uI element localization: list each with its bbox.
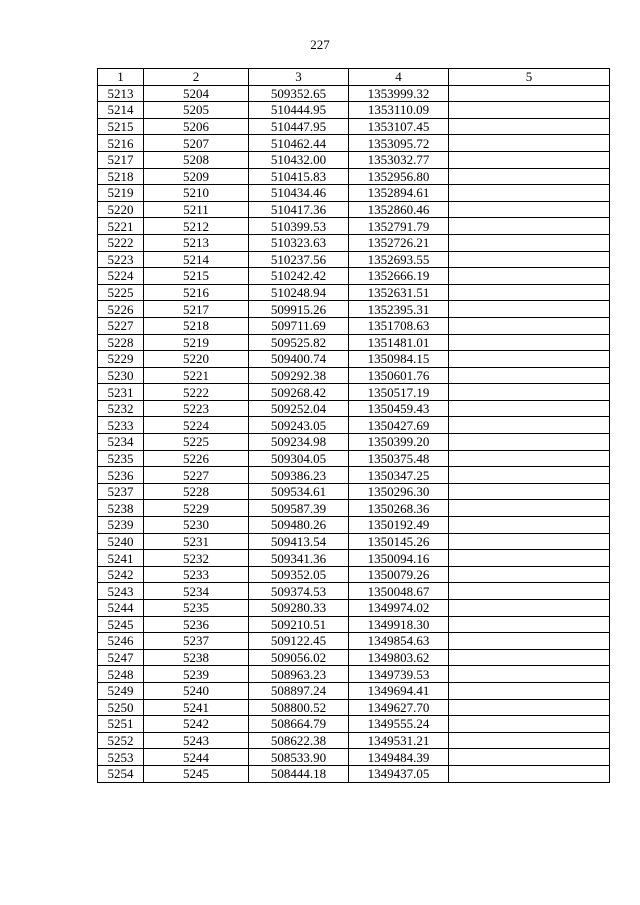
table-cell-col-3: 510323.63 bbox=[249, 234, 349, 251]
table-row bbox=[98, 517, 610, 534]
column-header-3: 3 bbox=[249, 69, 349, 86]
table-cell-col-1: 5229 bbox=[98, 351, 144, 368]
table-row bbox=[98, 566, 610, 583]
table-cell-col-3: 510447.95 bbox=[249, 118, 349, 135]
table-cell-col-4: 1352666.19 bbox=[349, 268, 449, 285]
table-row bbox=[98, 351, 610, 368]
table-row bbox=[98, 633, 610, 650]
table-cell-col-2: 5226 bbox=[144, 450, 249, 467]
table-cell-col-4: 1352860.46 bbox=[349, 201, 449, 218]
table-cell-col-3: 509400.74 bbox=[249, 351, 349, 368]
table-cell-col-2: 5225 bbox=[144, 434, 249, 451]
table-cell-col-5 bbox=[449, 533, 610, 550]
table-cell-col-3: 509587.39 bbox=[249, 500, 349, 517]
table-cell-col-3: 508622.38 bbox=[249, 732, 349, 749]
table-cell-col-1: 5253 bbox=[98, 749, 144, 766]
table-cell-col-2: 5232 bbox=[144, 550, 249, 567]
table-cell-col-2: 5221 bbox=[144, 367, 249, 384]
table-cell-col-4: 1353095.72 bbox=[349, 135, 449, 152]
table-cell-col-3: 510432.00 bbox=[249, 151, 349, 168]
table-cell-col-5 bbox=[449, 301, 610, 318]
table-cell-col-5 bbox=[449, 450, 610, 467]
table-cell-col-4: 1350192.49 bbox=[349, 517, 449, 534]
table-cell-col-1: 5226 bbox=[98, 301, 144, 318]
table-cell-col-1: 5223 bbox=[98, 251, 144, 268]
table-row bbox=[98, 367, 610, 384]
table-row bbox=[98, 118, 610, 135]
table-cell-col-1: 5224 bbox=[98, 268, 144, 285]
table-cell-col-5 bbox=[449, 666, 610, 683]
table-cell-col-2: 5205 bbox=[144, 102, 249, 119]
table-cell-col-2: 5219 bbox=[144, 334, 249, 351]
table-cell-col-1: 5235 bbox=[98, 450, 144, 467]
table-row bbox=[98, 616, 610, 633]
table-cell-col-5 bbox=[449, 417, 610, 434]
table-cell-col-5 bbox=[449, 234, 610, 251]
table-cell-col-2: 5214 bbox=[144, 251, 249, 268]
table-cell-col-4: 1350517.19 bbox=[349, 384, 449, 401]
table-cell-col-4: 1353032.77 bbox=[349, 151, 449, 168]
table-cell-col-1: 5230 bbox=[98, 367, 144, 384]
table-cell-col-1: 5217 bbox=[98, 151, 144, 168]
table-cell-col-2: 5209 bbox=[144, 168, 249, 185]
table-cell-col-2: 5234 bbox=[144, 583, 249, 600]
table-cell-col-5 bbox=[449, 317, 610, 334]
table-cell-col-4: 1350094.16 bbox=[349, 550, 449, 567]
table-cell-col-5 bbox=[449, 467, 610, 484]
table-cell-col-4: 1352726.21 bbox=[349, 234, 449, 251]
table-cell-col-3: 510242.42 bbox=[249, 268, 349, 285]
table-cell-col-5 bbox=[449, 583, 610, 600]
table-cell-col-5 bbox=[449, 500, 610, 517]
table-row bbox=[98, 268, 610, 285]
table-cell-col-5 bbox=[449, 102, 610, 119]
table-cell-col-1: 5216 bbox=[98, 135, 144, 152]
table-row bbox=[98, 251, 610, 268]
table-cell-col-4: 1353999.32 bbox=[349, 85, 449, 102]
table-cell-col-4: 1352631.51 bbox=[349, 284, 449, 301]
table-cell-col-3: 510399.53 bbox=[249, 218, 349, 235]
table-row bbox=[98, 201, 610, 218]
table-cell-col-2: 5242 bbox=[144, 716, 249, 733]
table-cell-col-3: 509210.51 bbox=[249, 616, 349, 633]
table-cell-col-5 bbox=[449, 716, 610, 733]
table-cell-col-5 bbox=[449, 434, 610, 451]
table-row bbox=[98, 732, 610, 749]
table-cell-col-4: 1350427.69 bbox=[349, 417, 449, 434]
table-cell-col-4: 1351708.63 bbox=[349, 317, 449, 334]
table-cell-col-4: 1352791.79 bbox=[349, 218, 449, 235]
table-cell-col-4: 1349555.24 bbox=[349, 716, 449, 733]
table-cell-col-5 bbox=[449, 649, 610, 666]
table-cell-col-4: 1350601.76 bbox=[349, 367, 449, 384]
table-row bbox=[98, 135, 610, 152]
table-cell-col-3: 508444.18 bbox=[249, 765, 349, 782]
table-cell-col-5 bbox=[449, 284, 610, 301]
table-cell-col-2: 5239 bbox=[144, 666, 249, 683]
table-cell-col-3: 510462.44 bbox=[249, 135, 349, 152]
table-cell-col-5 bbox=[449, 483, 610, 500]
table-cell-col-4: 1350984.15 bbox=[349, 351, 449, 368]
table-cell-col-1: 5244 bbox=[98, 600, 144, 617]
table-cell-col-2: 5235 bbox=[144, 600, 249, 617]
table-cell-col-5 bbox=[449, 118, 610, 135]
table-cell-col-3: 510248.94 bbox=[249, 284, 349, 301]
table-cell-col-3: 509413.54 bbox=[249, 533, 349, 550]
table-cell-col-2: 5227 bbox=[144, 467, 249, 484]
table-cell-col-1: 5238 bbox=[98, 500, 144, 517]
table-cell-col-5 bbox=[449, 517, 610, 534]
table-cell-col-3: 510444.95 bbox=[249, 102, 349, 119]
table-cell-col-3: 510415.83 bbox=[249, 168, 349, 185]
table-cell-col-2: 5241 bbox=[144, 699, 249, 716]
table-cell-col-4: 1352693.55 bbox=[349, 251, 449, 268]
table-cell-col-1: 5234 bbox=[98, 434, 144, 451]
table-cell-col-3: 509304.05 bbox=[249, 450, 349, 467]
table-cell-col-4: 1350399.20 bbox=[349, 434, 449, 451]
table-cell-col-5 bbox=[449, 682, 610, 699]
table-cell-col-4: 1350079.26 bbox=[349, 566, 449, 583]
table-cell-col-4: 1353107.45 bbox=[349, 118, 449, 135]
table-cell-col-5 bbox=[449, 168, 610, 185]
table-row bbox=[98, 699, 610, 716]
table-cell-col-5 bbox=[449, 85, 610, 102]
table-cell-col-2: 5224 bbox=[144, 417, 249, 434]
table-cell-col-3: 509386.23 bbox=[249, 467, 349, 484]
table-row bbox=[98, 334, 610, 351]
table-cell-col-2: 5240 bbox=[144, 682, 249, 699]
table-cell-col-2: 5207 bbox=[144, 135, 249, 152]
table-cell-col-1: 5241 bbox=[98, 550, 144, 567]
table-cell-col-5 bbox=[449, 600, 610, 617]
table-cell-col-2: 5237 bbox=[144, 633, 249, 650]
table-cell-col-4: 1350296.30 bbox=[349, 483, 449, 500]
table-row bbox=[98, 600, 610, 617]
table-cell-col-5 bbox=[449, 400, 610, 417]
table-cell-col-3: 509292.38 bbox=[249, 367, 349, 384]
table-row bbox=[98, 102, 610, 119]
table-cell-col-2: 5244 bbox=[144, 749, 249, 766]
table-cell-col-5 bbox=[449, 384, 610, 401]
table-cell-col-5 bbox=[449, 765, 610, 782]
table-cell-col-2: 5228 bbox=[144, 483, 249, 500]
table-cell-col-2: 5236 bbox=[144, 616, 249, 633]
table-cell-col-4: 1352395.31 bbox=[349, 301, 449, 318]
table-cell-col-1: 5233 bbox=[98, 417, 144, 434]
page-number: 227 bbox=[310, 37, 330, 52]
table-row bbox=[98, 550, 610, 567]
table-cell-col-3: 509122.45 bbox=[249, 633, 349, 650]
table-cell-col-1: 5250 bbox=[98, 699, 144, 716]
table-cell-col-5 bbox=[449, 749, 610, 766]
table-cell-col-3: 509234.98 bbox=[249, 434, 349, 451]
table-cell-col-3: 509374.53 bbox=[249, 583, 349, 600]
table-row bbox=[98, 765, 610, 782]
table-cell-col-5 bbox=[449, 633, 610, 650]
table-cell-col-4: 1352894.61 bbox=[349, 185, 449, 202]
column-header-1: 1 bbox=[98, 69, 144, 86]
table-cell-col-4: 1349854.63 bbox=[349, 633, 449, 650]
table-cell-col-3: 510434.46 bbox=[249, 185, 349, 202]
table-cell-col-2: 5215 bbox=[144, 268, 249, 285]
table-cell-col-1: 5219 bbox=[98, 185, 144, 202]
table-cell-col-5 bbox=[449, 251, 610, 268]
table-cell-col-2: 5213 bbox=[144, 234, 249, 251]
table-cell-col-4: 1349694.41 bbox=[349, 682, 449, 699]
table-cell-col-4: 1349531.21 bbox=[349, 732, 449, 749]
table-cell-col-1: 5228 bbox=[98, 334, 144, 351]
table-row bbox=[98, 317, 610, 334]
table-row bbox=[98, 483, 610, 500]
table-row bbox=[98, 682, 610, 699]
table-cell-col-1: 5225 bbox=[98, 284, 144, 301]
table-cell-col-4: 1352956.80 bbox=[349, 168, 449, 185]
table-cell-col-1: 5215 bbox=[98, 118, 144, 135]
table-cell-col-2: 5212 bbox=[144, 218, 249, 235]
table-cell-col-1: 5220 bbox=[98, 201, 144, 218]
table-body bbox=[98, 85, 610, 782]
table-cell-col-2: 5216 bbox=[144, 284, 249, 301]
table-cell-col-5 bbox=[449, 367, 610, 384]
table-cell-col-1: 5247 bbox=[98, 649, 144, 666]
table-cell-col-4: 1350459.43 bbox=[349, 400, 449, 417]
table-row bbox=[98, 749, 610, 766]
table-cell-col-2: 5211 bbox=[144, 201, 249, 218]
table-row bbox=[98, 218, 610, 235]
table-cell-col-5 bbox=[449, 566, 610, 583]
coordinates-table bbox=[97, 68, 610, 783]
table-cell-col-2: 5223 bbox=[144, 400, 249, 417]
table-cell-col-5 bbox=[449, 185, 610, 202]
table-cell-col-2: 5238 bbox=[144, 649, 249, 666]
table-row bbox=[98, 450, 610, 467]
table-cell-col-3: 509915.26 bbox=[249, 301, 349, 318]
table-cell-col-1: 5221 bbox=[98, 218, 144, 235]
table-cell-col-5 bbox=[449, 334, 610, 351]
table-cell-col-2: 5206 bbox=[144, 118, 249, 135]
table-row bbox=[98, 500, 610, 517]
table-cell-col-4: 1349627.70 bbox=[349, 699, 449, 716]
table-cell-col-3: 509480.26 bbox=[249, 517, 349, 534]
table-row bbox=[98, 716, 610, 733]
table-cell-col-2: 5204 bbox=[144, 85, 249, 102]
table-cell-col-3: 508800.52 bbox=[249, 699, 349, 716]
table-cell-col-4: 1351481.01 bbox=[349, 334, 449, 351]
table-cell-col-3: 509056.02 bbox=[249, 649, 349, 666]
table-row bbox=[98, 400, 610, 417]
table-row bbox=[98, 533, 610, 550]
table-cell-col-2: 5222 bbox=[144, 384, 249, 401]
table-row bbox=[98, 301, 610, 318]
table-cell-col-1: 5214 bbox=[98, 102, 144, 119]
table-cell-col-1: 5243 bbox=[98, 583, 144, 600]
table-cell-col-1: 5254 bbox=[98, 765, 144, 782]
table-cell-col-1: 5237 bbox=[98, 483, 144, 500]
table-cell-col-2: 5245 bbox=[144, 765, 249, 782]
table-row bbox=[98, 168, 610, 185]
table-header-row bbox=[98, 69, 610, 86]
table-cell-col-1: 5239 bbox=[98, 517, 144, 534]
table-cell-col-3: 509534.61 bbox=[249, 483, 349, 500]
table-cell-col-3: 509711.69 bbox=[249, 317, 349, 334]
table-cell-col-1: 5213 bbox=[98, 85, 144, 102]
table-cell-col-3: 509525.82 bbox=[249, 334, 349, 351]
table-cell-col-5 bbox=[449, 151, 610, 168]
table-cell-col-3: 508664.79 bbox=[249, 716, 349, 733]
table-row bbox=[98, 649, 610, 666]
table-cell-col-4: 1350145.26 bbox=[349, 533, 449, 550]
table-cell-col-1: 5248 bbox=[98, 666, 144, 683]
table-cell-col-1: 5249 bbox=[98, 682, 144, 699]
table-row bbox=[98, 234, 610, 251]
table-cell-col-3: 509252.04 bbox=[249, 400, 349, 417]
table-cell-col-3: 509352.05 bbox=[249, 566, 349, 583]
table-cell-col-5 bbox=[449, 699, 610, 716]
table-cell-col-1: 5218 bbox=[98, 168, 144, 185]
table-cell-col-3: 509243.05 bbox=[249, 417, 349, 434]
table-cell-col-4: 1349918.30 bbox=[349, 616, 449, 633]
table-cell-col-5 bbox=[449, 732, 610, 749]
table-cell-col-5 bbox=[449, 218, 610, 235]
table-row bbox=[98, 417, 610, 434]
table-cell-col-5 bbox=[449, 351, 610, 368]
column-header-4: 4 bbox=[349, 69, 449, 86]
table-row bbox=[98, 284, 610, 301]
table-row bbox=[98, 384, 610, 401]
table-cell-col-3: 509341.36 bbox=[249, 550, 349, 567]
table-cell-col-5 bbox=[449, 550, 610, 567]
table-cell-col-3: 509268.42 bbox=[249, 384, 349, 401]
column-header-5: 5 bbox=[449, 69, 610, 86]
table-cell-col-5 bbox=[449, 616, 610, 633]
table-row bbox=[98, 467, 610, 484]
table-cell-col-1: 5236 bbox=[98, 467, 144, 484]
table-row bbox=[98, 434, 610, 451]
table-cell-col-3: 510237.56 bbox=[249, 251, 349, 268]
table-cell-col-4: 1353110.09 bbox=[349, 102, 449, 119]
table-cell-col-2: 5218 bbox=[144, 317, 249, 334]
table-cell-col-1: 5231 bbox=[98, 384, 144, 401]
table-cell-col-1: 5245 bbox=[98, 616, 144, 633]
table-cell-col-1: 5232 bbox=[98, 400, 144, 417]
table-cell-col-4: 1350375.48 bbox=[349, 450, 449, 467]
table-cell-col-2: 5233 bbox=[144, 566, 249, 583]
table-cell-col-1: 5227 bbox=[98, 317, 144, 334]
table-row bbox=[98, 185, 610, 202]
table-cell-col-4: 1349974.02 bbox=[349, 600, 449, 617]
table-cell-col-4: 1349437.05 bbox=[349, 765, 449, 782]
table-cell-col-1: 5251 bbox=[98, 716, 144, 733]
table-cell-col-4: 1350048.67 bbox=[349, 583, 449, 600]
table-cell-col-3: 510417.36 bbox=[249, 201, 349, 218]
table-cell-col-3: 508533.90 bbox=[249, 749, 349, 766]
table-cell-col-2: 5210 bbox=[144, 185, 249, 202]
table-cell-col-1: 5242 bbox=[98, 566, 144, 583]
table-cell-col-2: 5217 bbox=[144, 301, 249, 318]
table-row bbox=[98, 85, 610, 102]
table-cell-col-3: 509280.33 bbox=[249, 600, 349, 617]
table-cell-col-2: 5230 bbox=[144, 517, 249, 534]
table-cell-col-1: 5246 bbox=[98, 633, 144, 650]
column-header-2: 2 bbox=[144, 69, 249, 86]
table-cell-col-1: 5252 bbox=[98, 732, 144, 749]
table-cell-col-4: 1349739.53 bbox=[349, 666, 449, 683]
table-cell-col-2: 5220 bbox=[144, 351, 249, 368]
table-cell-col-3: 509352.65 bbox=[249, 85, 349, 102]
table-cell-col-2: 5243 bbox=[144, 732, 249, 749]
table-cell-col-4: 1350347.25 bbox=[349, 467, 449, 484]
table-row bbox=[98, 151, 610, 168]
table-cell-col-5 bbox=[449, 135, 610, 152]
table-cell-col-2: 5229 bbox=[144, 500, 249, 517]
table-cell-col-4: 1350268.36 bbox=[349, 500, 449, 517]
table-cell-col-1: 5240 bbox=[98, 533, 144, 550]
table-cell-col-4: 1349484.39 bbox=[349, 749, 449, 766]
table-cell-col-1: 5222 bbox=[98, 234, 144, 251]
table-row bbox=[98, 666, 610, 683]
table-row bbox=[98, 583, 610, 600]
table-cell-col-5 bbox=[449, 201, 610, 218]
table-cell-col-5 bbox=[449, 268, 610, 285]
table-cell-col-2: 5208 bbox=[144, 151, 249, 168]
table-cell-col-3: 508897.24 bbox=[249, 682, 349, 699]
table-cell-col-3: 508963.23 bbox=[249, 666, 349, 683]
table-cell-col-2: 5231 bbox=[144, 533, 249, 550]
table-cell-col-4: 1349803.62 bbox=[349, 649, 449, 666]
